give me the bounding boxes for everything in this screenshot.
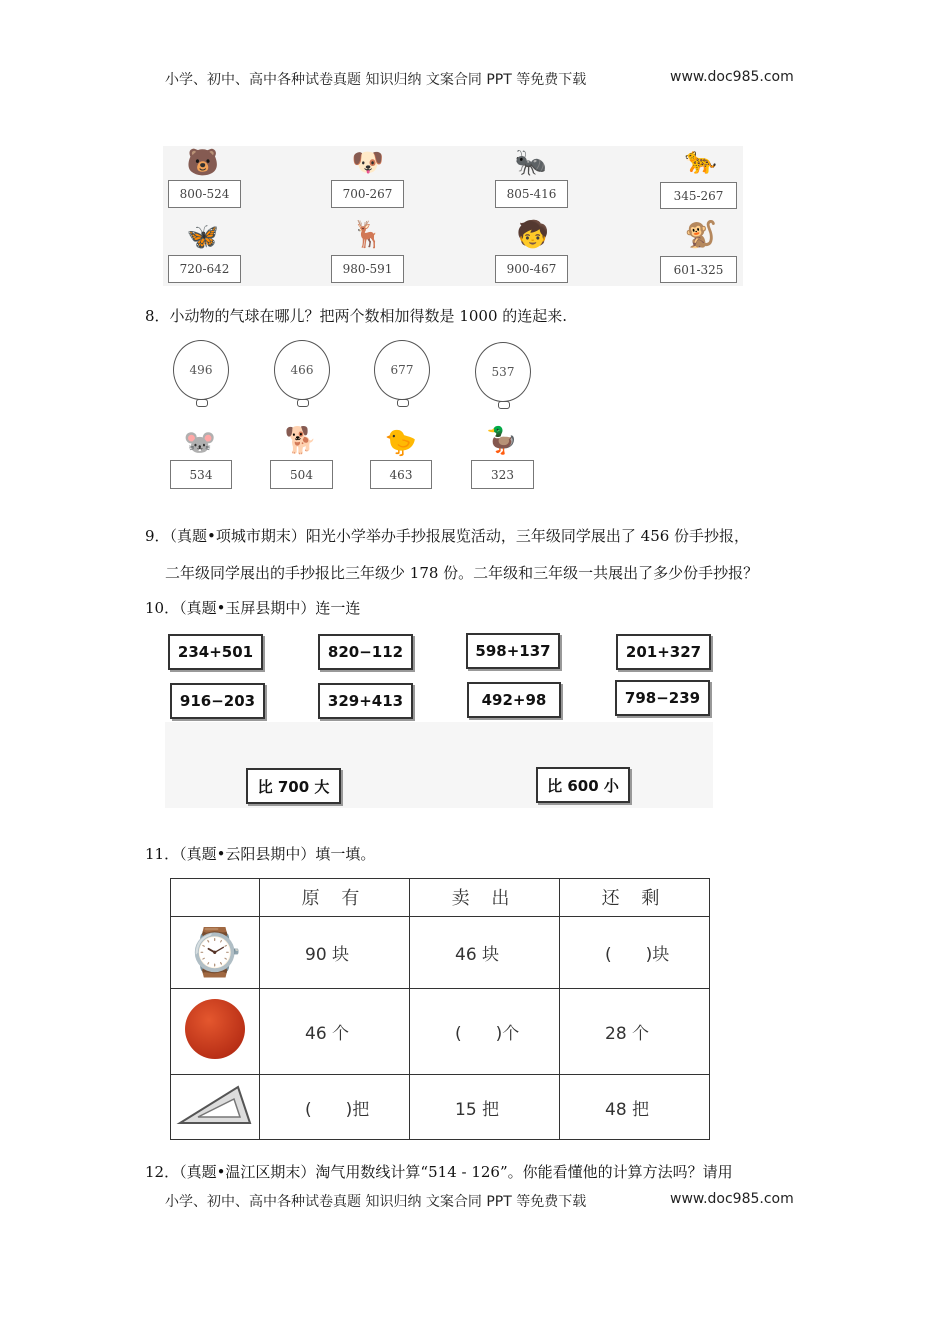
balloon-knot: [297, 399, 309, 407]
chick-icon: 🐤: [384, 428, 418, 458]
fill-table: [170, 878, 710, 1140]
header-url[interactable]: www.doc985.com: [670, 69, 794, 85]
puppy-icon: 🐕: [284, 426, 318, 456]
expression-card: 800-524: [168, 180, 241, 208]
expression-card: 980-591: [331, 255, 404, 283]
duck-icon: 🦆: [485, 426, 519, 456]
question-12: 12．（真题•温江区期末）淘气用数线计算“514 - 126”。你能看懂他的计算方法吗？请用: [145, 1163, 733, 1181]
deer-icon: 🦌: [351, 220, 385, 250]
basketball-icon: [171, 989, 260, 1075]
question-8: 8．小动物的气球在哪儿？把两个数相加得数是 1000 的连起来.: [145, 307, 568, 325]
animal-number-card: 463: [370, 460, 432, 489]
expression-box: 916−203: [170, 683, 265, 719]
triangle-ruler-icon: [171, 1075, 260, 1140]
question-9-line2: 二年级同学展出的手抄报比三年级少 178 份。二年级和三年级一共展出了多少份手抄报？: [165, 564, 759, 582]
expression-box: 492+98: [467, 682, 561, 718]
animal-number-card: 504: [270, 460, 333, 489]
monkey-icon: 🐒: [684, 220, 718, 250]
expression-box: 798−239: [615, 680, 710, 716]
expression-box: 820−112: [318, 634, 413, 670]
header-text: 小学、初中、高中各种试卷真题 知识归纳 文案合同 PPT 等免费下载: [165, 72, 587, 88]
answer-cell[interactable]: ( )把: [260, 1075, 410, 1140]
question-10: 10．（真题•玉屏县期中）连一连: [145, 599, 361, 617]
footer-url[interactable]: www.doc985.com: [670, 1191, 794, 1207]
animal-number-card: 323: [471, 460, 534, 489]
blank-header-cell: [171, 879, 260, 917]
balloon-number: 677: [390, 363, 414, 377]
watch-icon: ⌚: [171, 916, 260, 989]
answer-cell[interactable]: ( )个: [410, 989, 560, 1075]
target-greater-700: 比 700 大: [246, 768, 341, 804]
balloon: [274, 340, 330, 400]
header-original: 原 有: [260, 879, 410, 917]
animal-cards-image: [163, 146, 743, 286]
leopard-icon: 🐆: [684, 146, 718, 176]
dog-icon: 🐶: [351, 148, 385, 178]
expression-box: 201+327: [616, 634, 711, 670]
expression-card: 601-325: [660, 256, 737, 283]
child-icon: 🧒: [516, 220, 550, 250]
expression-card: 720-642: [168, 255, 241, 283]
table-row: [171, 989, 710, 1075]
table-header-row: [171, 879, 710, 917]
balloon-knot: [196, 399, 208, 407]
dragonfly-icon: 🦋: [186, 222, 220, 252]
mouse-icon: 🐭: [183, 428, 217, 458]
table-row: [171, 916, 710, 989]
expression-box: 234+501: [168, 634, 263, 670]
cell: 48 把: [560, 1075, 710, 1140]
expression-card: 345-267: [660, 182, 737, 209]
table-row: [171, 1075, 710, 1140]
balloon-knot: [397, 399, 409, 407]
cell: 46 个: [260, 989, 410, 1075]
cell: 15 把: [410, 1075, 560, 1140]
animal-number-card: 534: [170, 460, 232, 489]
header-remaining: 还 剩: [560, 879, 710, 917]
balloon-number: 496: [189, 363, 213, 377]
balloon-number: 466: [290, 363, 314, 377]
footer-text: 小学、初中、高中各种试卷真题 知识归纳 文案合同 PPT 等免费下载: [165, 1194, 587, 1210]
balloon-number: 537: [491, 365, 515, 379]
balloon: [173, 340, 229, 400]
balloon-knot: [498, 401, 510, 409]
expression-card: 700-267: [331, 180, 404, 208]
answer-cell[interactable]: ( )块: [560, 916, 710, 989]
cell: 28 个: [560, 989, 710, 1075]
question-11: 11．（真题•云阳县期中）填一填。: [145, 845, 376, 863]
bear-icon: 🐻: [186, 148, 220, 178]
target-less-600: 比 600 小: [536, 767, 630, 803]
balloon: [374, 340, 430, 400]
header-sold: 卖 出: [410, 879, 560, 917]
expression-box: 329+413: [318, 683, 413, 719]
expression-card: 900-467: [495, 255, 568, 283]
expression-box: 598+137: [466, 633, 560, 669]
expression-card: 805-416: [495, 180, 568, 208]
question-9-line1: 9．（真题•项城市期末）阳光小学举办手抄报展览活动，三年级同学展出了 456 份手抄报，: [145, 527, 750, 545]
balloon: [475, 342, 531, 402]
cell: 46 块: [410, 916, 560, 989]
cell: 90 块: [260, 916, 410, 989]
ant-icon: 🐜: [514, 148, 548, 178]
